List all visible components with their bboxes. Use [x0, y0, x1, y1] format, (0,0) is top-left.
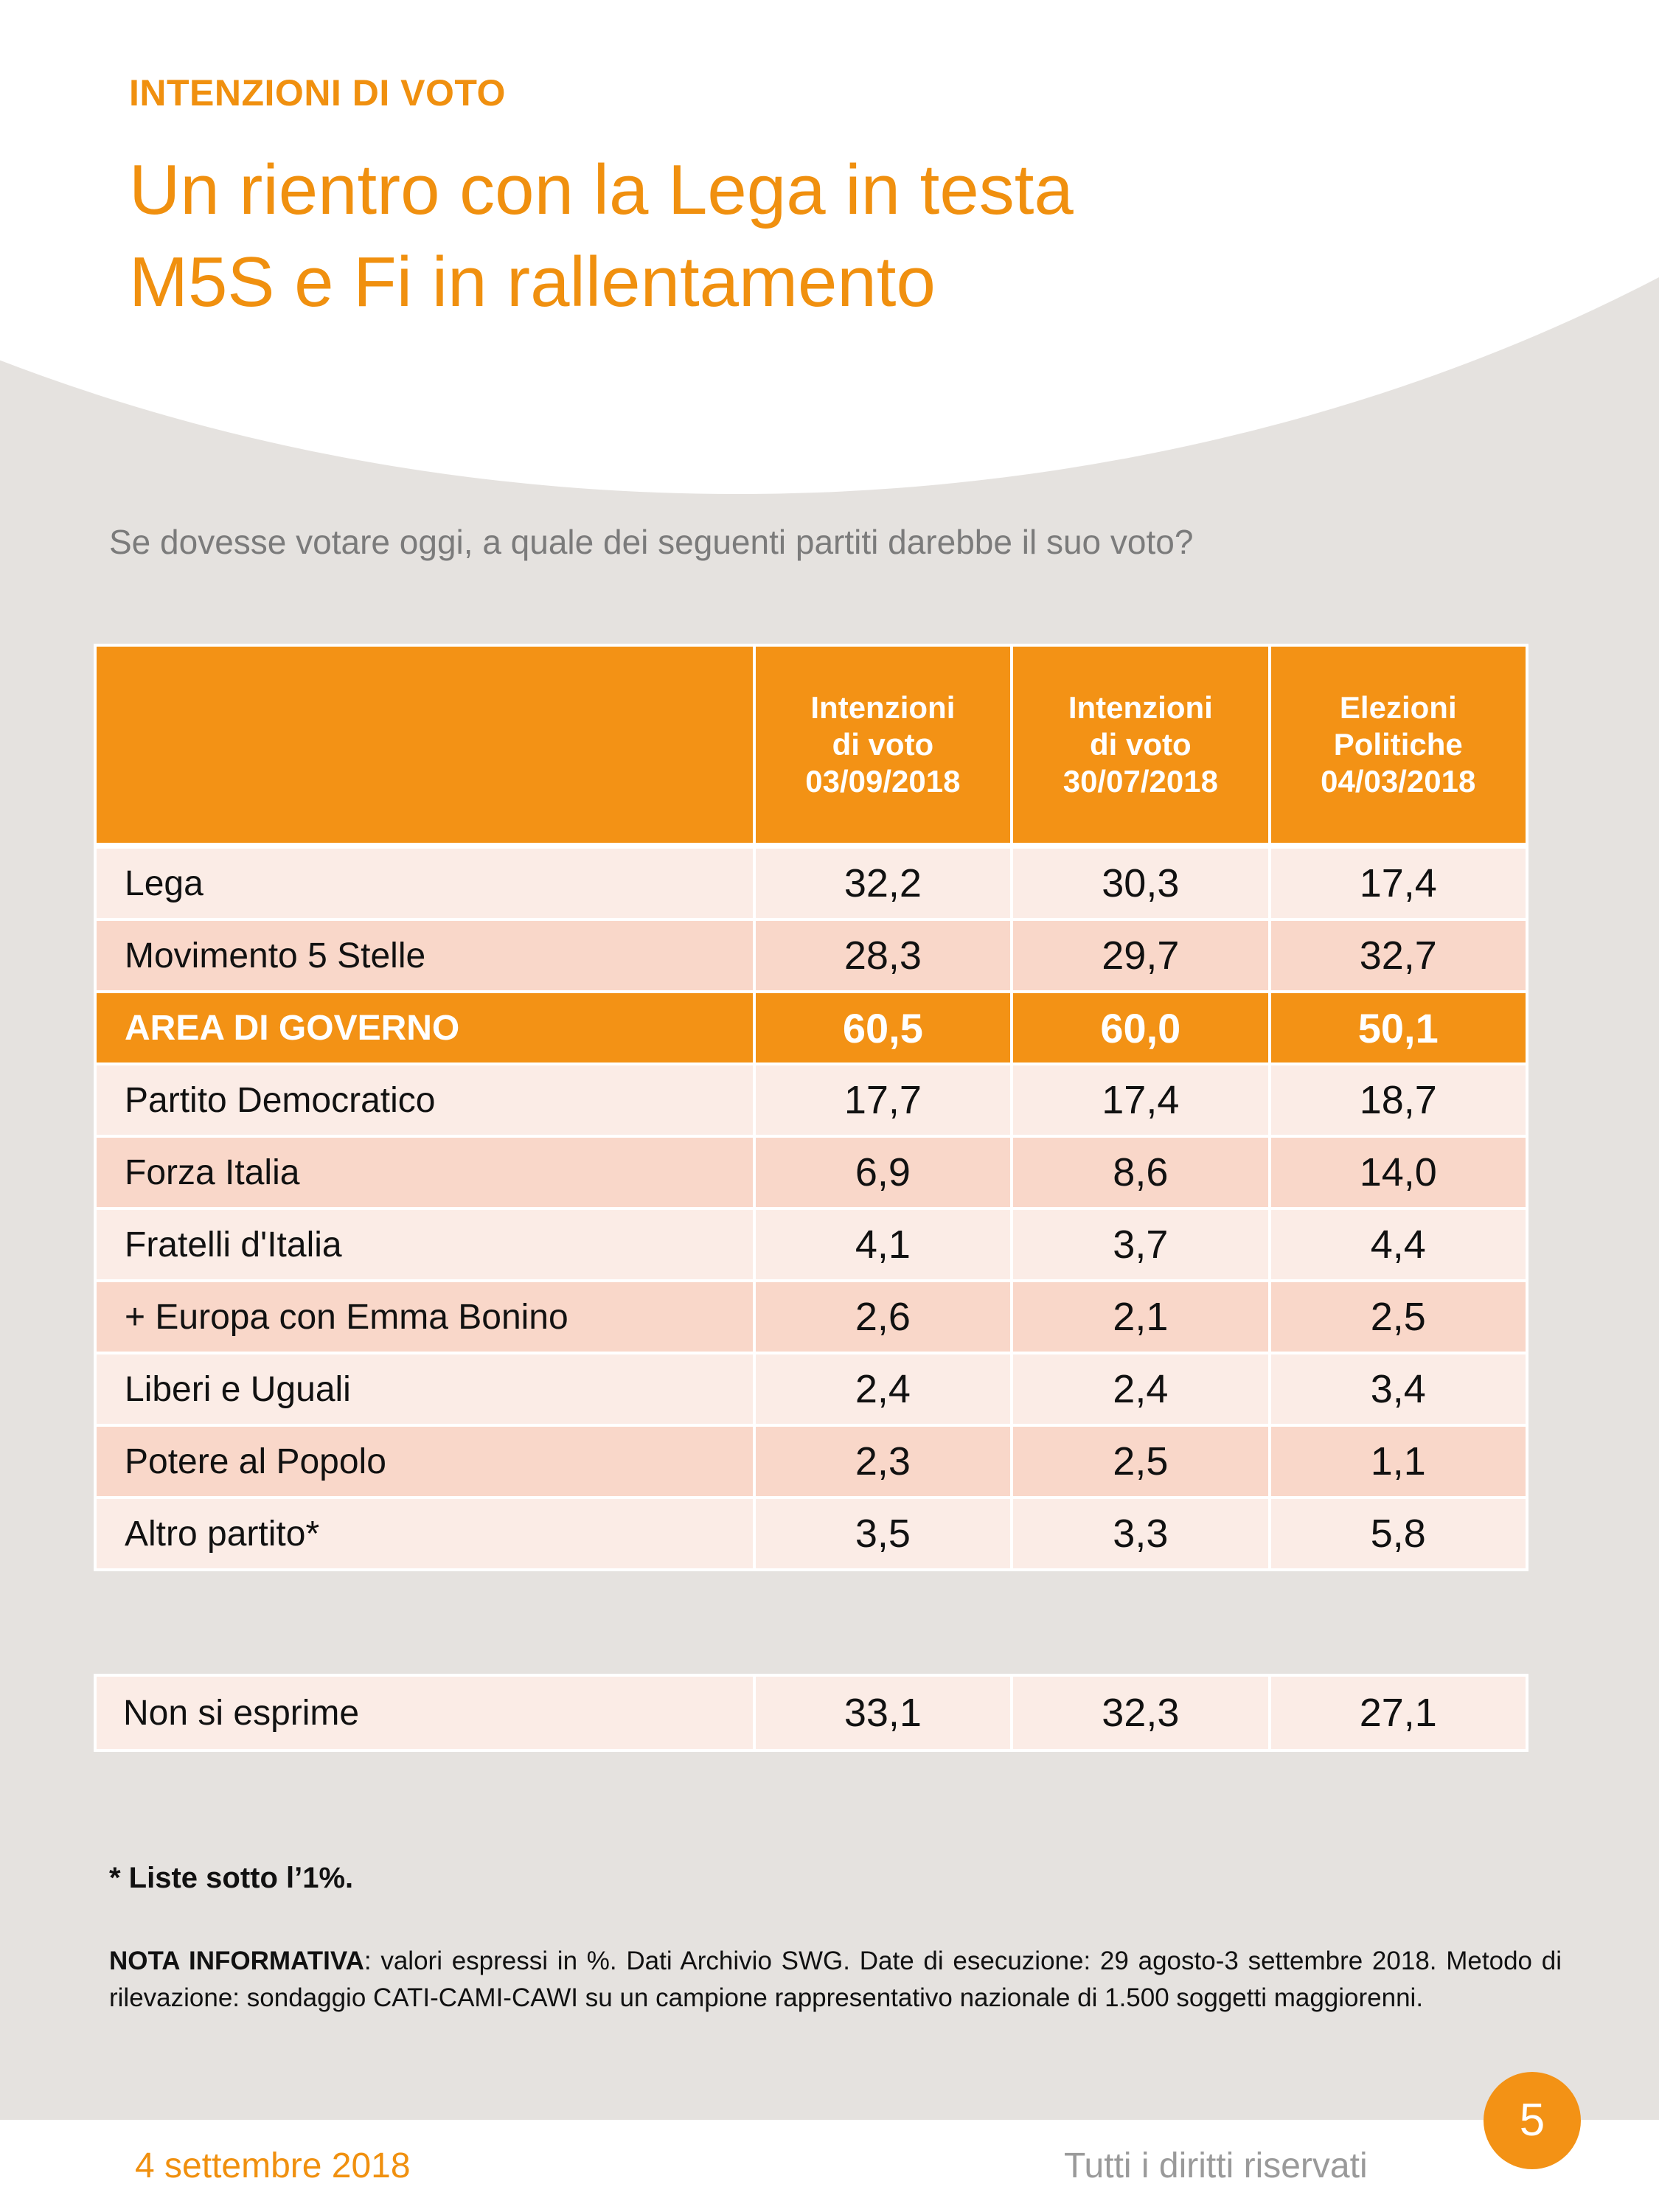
section-kicker: INTENZIONI DI VOTO [129, 72, 506, 114]
note-text: : valori espressi in %. Dati Archivio SWG. Date di esecuzione: 29 agosto-3 settembre 2018. Metodo di rilevazione: sondaggio CATI-CAMI-CAWI su un campione rappresentativo nazionale di 1.500 soggetti maggiorenni. [109, 1947, 1562, 2012]
table-cell: 4,4 [1270, 1208, 1527, 1281]
footer-date: 4 settembre 2018 [135, 2146, 411, 2185]
party-label: Partito Democratico [95, 1064, 754, 1136]
table-row [95, 1675, 1527, 1750]
column-header-line: di voto [832, 727, 934, 762]
column-header-line: Intenzioni [810, 690, 956, 725]
table-cell: 27,1 [1270, 1675, 1527, 1750]
party-label: Movimento 5 Stelle [95, 919, 754, 992]
table-row [95, 1208, 1527, 1281]
title-line-1: Un rientro con la Lega in testa [129, 150, 1074, 229]
column-header-line: 03/09/2018 [805, 764, 961, 799]
table-cell: 2,6 [754, 1281, 1012, 1353]
table-row [95, 1425, 1527, 1498]
party-label: Non si esprime [95, 1675, 754, 1750]
table-cell: 5,8 [1270, 1498, 1527, 1570]
poll-table [94, 644, 1528, 1571]
table-row [95, 846, 1527, 919]
column-header [754, 645, 1012, 846]
footnote: * Liste sotto l’1%. [109, 1862, 354, 1894]
column-header-line: 30/07/2018 [1062, 764, 1218, 799]
methodology-note [109, 1943, 1562, 2017]
table-row [95, 1064, 1527, 1136]
column-header-line: 04/03/2018 [1321, 764, 1476, 799]
table-row [95, 1353, 1527, 1425]
column-header-line: Politiche [1333, 727, 1463, 762]
party-label: Potere al Popolo [95, 1425, 754, 1498]
table-cell: 3,5 [754, 1498, 1012, 1570]
column-header-line: di voto [1090, 727, 1192, 762]
table-row [95, 919, 1527, 992]
table-row [95, 1136, 1527, 1208]
table-row-highlight [95, 992, 1527, 1064]
table-cell: 17,7 [754, 1064, 1012, 1136]
note-label: NOTA INFORMATIVA [109, 1947, 364, 1975]
column-header-line: Elezioni [1339, 690, 1457, 725]
table-cell: 29,7 [1012, 919, 1269, 992]
table-cell: 30,3 [1012, 846, 1269, 919]
column-header [1270, 645, 1527, 846]
table-cell: 2,1 [1012, 1281, 1269, 1353]
table-cell: 3,4 [1270, 1353, 1527, 1425]
header-blank-cell [95, 645, 754, 846]
table-cell: 2,4 [1012, 1353, 1269, 1425]
survey-question: Se dovesse votare oggi, a quale dei seguenti partiti darebbe il suo voto? [109, 523, 1194, 561]
table-cell: 28,3 [754, 919, 1012, 992]
table-cell: 3,7 [1012, 1208, 1269, 1281]
table-cell: 32,7 [1270, 919, 1527, 992]
party-label: Forza Italia [95, 1136, 754, 1208]
table-cell: 2,5 [1270, 1281, 1527, 1353]
table-cell: 17,4 [1012, 1064, 1269, 1136]
party-label: Fratelli d'Italia [95, 1208, 754, 1281]
party-label: Liberi e Uguali [95, 1353, 754, 1425]
table-cell: 50,1 [1270, 992, 1527, 1064]
table-cell: 60,0 [1012, 992, 1269, 1064]
column-header [1012, 645, 1269, 846]
table-cell: 32,2 [754, 846, 1012, 919]
table-cell: 2,5 [1012, 1425, 1269, 1498]
party-label: Lega [95, 846, 754, 919]
party-label: Altro partito* [95, 1498, 754, 1570]
table-cell: 2,4 [754, 1353, 1012, 1425]
table-cell: 14,0 [1270, 1136, 1527, 1208]
party-label: + Europa con Emma Bonino [95, 1281, 754, 1353]
party-label: AREA DI GOVERNO [95, 992, 754, 1064]
table-cell: 33,1 [754, 1675, 1012, 1750]
table-cell: 60,5 [754, 992, 1012, 1064]
table-cell: 18,7 [1270, 1064, 1527, 1136]
non-response-table [94, 1674, 1528, 1752]
title-line-2: M5S e Fi in rallentamento [129, 243, 936, 321]
column-header-line: Intenzioni [1068, 690, 1213, 725]
table-cell: 2,3 [754, 1425, 1012, 1498]
table-cell: 8,6 [1012, 1136, 1269, 1208]
table-cell: 17,4 [1270, 846, 1527, 919]
page-title [129, 144, 1074, 328]
footer-rights: Tutti i diritti riservati [1064, 2146, 1368, 2185]
table-header-row [95, 645, 1527, 846]
table-cell: 6,9 [754, 1136, 1012, 1208]
page-number-badge: 5 [1484, 2072, 1581, 2169]
table-row [95, 1281, 1527, 1353]
table-cell: 4,1 [754, 1208, 1012, 1281]
table-row [95, 1498, 1527, 1570]
table-cell: 3,3 [1012, 1498, 1269, 1570]
table-cell: 1,1 [1270, 1425, 1527, 1498]
table-cell: 32,3 [1012, 1675, 1269, 1750]
